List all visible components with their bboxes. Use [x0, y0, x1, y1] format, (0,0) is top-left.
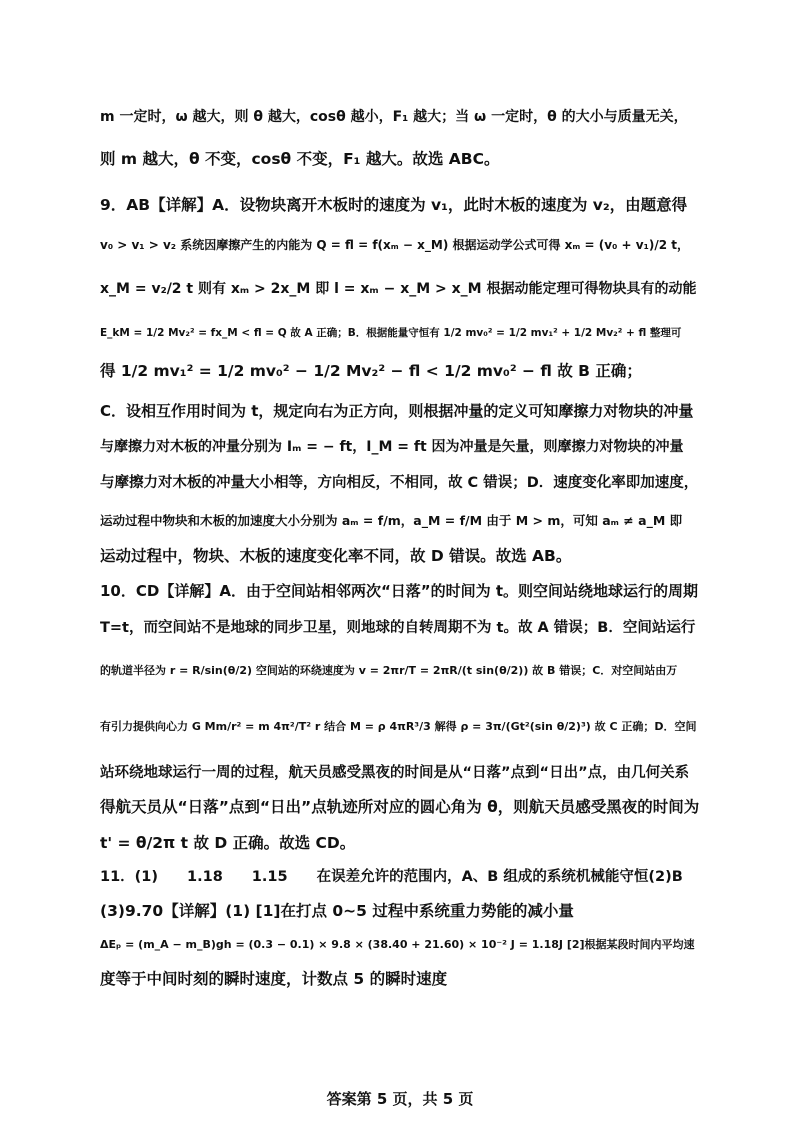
text-line: T=t，而空间站不是地球的同步卫星，则地球的自转周期不为 t。故 A 错误；B．空间站运行	[100, 620, 696, 636]
text-line: 9．AB【详解】A．设物块离开木板时的速度为 v₁，此时木板的速度为 v₂，由题意得	[100, 196, 688, 214]
text-line: t' = θ/2π t 故 D 正确。故选 CD。	[100, 834, 356, 852]
text-line: 站环绕地球运行一周的过程，航天员感受黑夜的时间是从“日落”点到“日出”点，由几何关系	[100, 765, 690, 781]
text-line: x_M = v₂/2 t 则有 xₘ > 2x_M 即 l = xₘ − x_M > x_M 根据动能定理可得物块具有的动能	[100, 281, 697, 297]
text-line: 10．CD【详解】A．由于空间站相邻两次“日落”的时间为 t。则空间站绕地球运行的周期	[100, 582, 699, 600]
text-line: 运动过程中，物块、木板的速度变化率不同，故 D 错误。故选 AB。	[100, 547, 572, 565]
text-line: 与摩擦力对木板的冲量大小相等，方向相反，不相同，故 C 错误；D．速度变化率即加速度，	[100, 475, 699, 491]
text-line: ΔEₚ = (m_A − m_B)gh = (0.3 − 0.1) × 9.8 × (38.40 + 21.60) × 10⁻² J = 1.18J [2]根据某段时间内平均速	[100, 938, 695, 951]
text-line: E_kM = 1/2 Mv₂² = fx_M < fl = Q 故 A 正确；B．根据能量守恒有 1/2 mv₀² = 1/2 mv₁² + 1/2 Mv₂² + fl 整理可	[100, 327, 682, 339]
page-footer: 答案第 5 页，共 5 页	[326, 1090, 474, 1108]
text-line: 得航天员从“日落”点到“日出”点轨迹所对应的圆心角为 θ，则航天员感受黑夜的时间为	[100, 798, 700, 816]
text-line: C．设相互作用时间为 t，规定向右为正方向，则根据冲量的定义可知摩擦力对物块的冲量	[100, 402, 694, 420]
text-line: 得 1/2 mv₁² = 1/2 mv₀² − 1/2 Mv₂² − fl < 1/2 mv₀² − fl 故 B 正确；	[100, 362, 642, 380]
text-line: 与摩擦力对木板的冲量分别为 Iₘ = − ft，I_M = ft 因为冲量是矢量，则摩擦力对物块的冲量	[100, 439, 684, 455]
text-line: v₀ > v₁ > v₂ 系统因摩擦产生的内能为 Q = fl = f(xₘ − x_M) 根据运动学公式可得 xₘ = (v₀ + v₁)/2 t，	[100, 238, 689, 252]
text-line: 的轨道半径为 r = R/sin(θ/2) 空间站的环绕速度为 v = 2πr/T = 2πR/(t sin(θ/2)) 故 B 错误；C．对空间站由万	[100, 664, 678, 677]
text-line: 则 m 越大，θ 不变，cosθ 不变，F₁ 越大。故选 ABC。	[100, 150, 500, 168]
text-line: 有引力提供向心力 G Mm/r² = m 4π²/T² r 结合 M = ρ 4πR³/3 解得 ρ = 3π/(Gt²(sin θ/2)³) 故 C 正确；D．空间	[100, 720, 697, 733]
text-line: (3)9.70【详解】(1) [1]在打点 0~5 过程中系统重力势能的减小量	[100, 902, 574, 920]
text-line: m 一定时，ω 越大，则 θ 越大，cosθ 越小，F₁ 越大；当 ω 一定时，θ 的大小与质量无关，	[100, 109, 688, 125]
text-line: 运动过程中物块和木板的加速度大小分别为 aₘ = f/m，a_M = f/M 由于 M > m，可知 aₘ ≠ a_M 即	[100, 513, 683, 528]
text-line: 度等于中间时刻的瞬时速度，计数点 5 的瞬时速度	[100, 970, 448, 988]
text-line: 11．(1) 1.18 1.15 在误差允许的范围内，A、B 组成的系统机械能守恒(2)B	[100, 869, 683, 885]
